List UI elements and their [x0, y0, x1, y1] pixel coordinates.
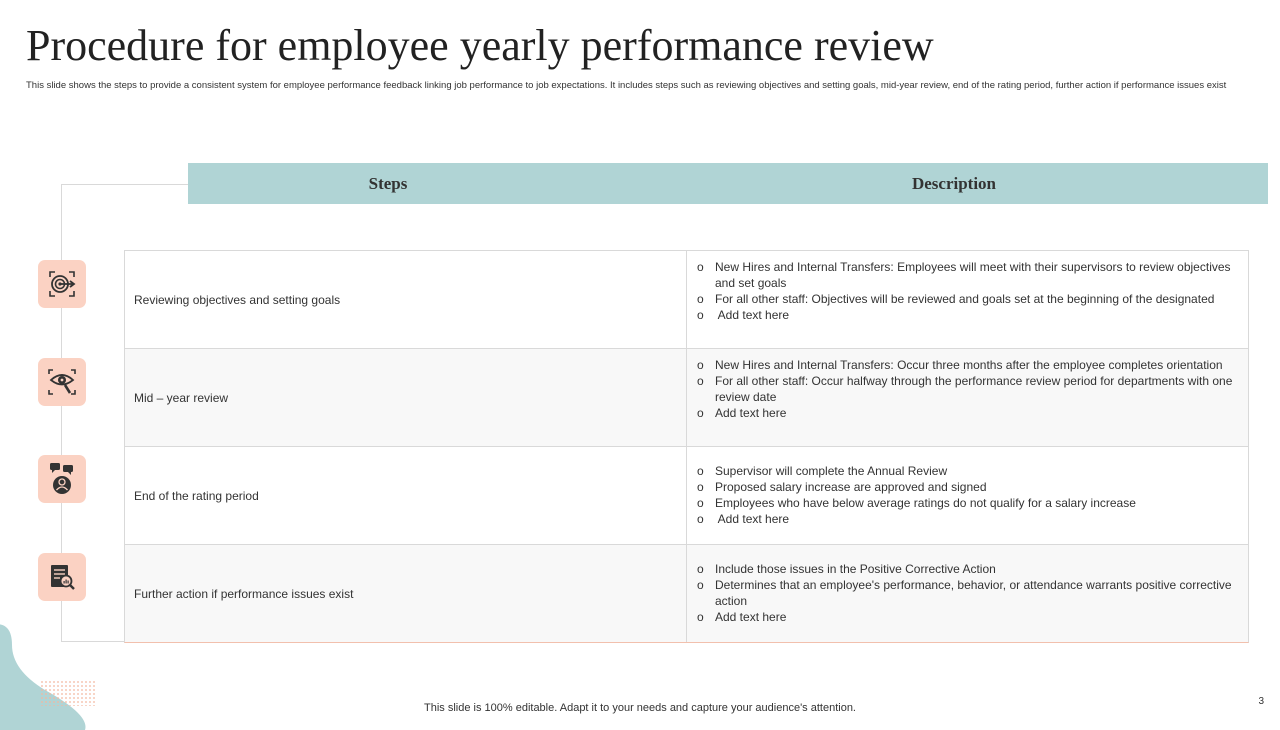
table-row: [124, 545, 1249, 643]
item-text: Proposed salary increase are approved and signed: [715, 480, 987, 494]
item-text: Add text here: [715, 610, 787, 624]
list-item: [697, 259, 1237, 291]
bullet: o: [697, 358, 704, 372]
bullet: o: [697, 292, 704, 306]
step-label: Reviewing objectives and setting goals: [134, 292, 341, 307]
column-divider: [686, 545, 687, 642]
bullet: o: [697, 578, 704, 592]
column-divider: [686, 349, 687, 446]
description-list: [697, 259, 1237, 323]
item-text: New Hires and Internal Transfers: Employees will meet with their supervisors to review objectives and set goals: [715, 260, 1231, 290]
table-row: [124, 447, 1249, 545]
bullet: o: [697, 406, 704, 420]
description-list: [697, 463, 1237, 527]
description-list: [697, 561, 1237, 625]
bullet: o: [697, 374, 704, 388]
item-text: Determines that an employee's performance, behavior, or attendance warrants positive corrective action: [715, 578, 1232, 608]
column-divider: [686, 447, 687, 544]
description-list: [697, 357, 1237, 421]
bullet: o: [697, 496, 704, 510]
page-number: 3: [1258, 696, 1264, 707]
list-item: [697, 463, 1237, 479]
table-row: [124, 251, 1249, 349]
header-steps: Steps: [368, 174, 408, 193]
list-item: [697, 373, 1237, 405]
slide-subtitle: This slide shows the steps to provide a consistent system for employee performance feedback linking job performance to job expectations. It includes steps such as reviewing objectives and setting goals, mid-year review, end of the rating period, further action if performance issues exist: [26, 80, 1227, 91]
list-item: [697, 511, 1237, 527]
step-label: Mid – year review: [134, 390, 229, 405]
item-text: Employees who have below average ratings do not qualify for a salary increase: [715, 496, 1136, 510]
header-description: Description: [911, 174, 997, 193]
item-text: For all other staff: Objectives will be reviewed and goals set at the beginning of the designated: [715, 292, 1215, 306]
list-item: [697, 561, 1237, 577]
list-item: [697, 577, 1237, 609]
list-item: [697, 495, 1237, 511]
eye-magnifier-icon: [38, 358, 86, 406]
list-item: [697, 291, 1237, 307]
bullet: o: [697, 308, 704, 322]
table-row: [124, 349, 1249, 447]
item-text: Add text here: [715, 512, 790, 526]
column-divider: [686, 251, 687, 348]
employee-feedback-icon: [38, 455, 86, 503]
bullet: o: [697, 610, 704, 624]
list-item: [697, 609, 1237, 625]
bullet: o: [697, 260, 704, 274]
item-text: For all other staff: Occur halfway through the performance review period for departments with one review date: [715, 374, 1233, 404]
item-text: Add text here: [715, 406, 787, 420]
list-item: [697, 307, 1237, 323]
list-item: [697, 479, 1237, 495]
target-icon: [38, 260, 86, 308]
bullet: o: [697, 464, 704, 478]
frame-line-top: [61, 184, 188, 185]
list-item: [697, 357, 1237, 373]
step-label: End of the rating period: [134, 488, 259, 503]
item-text: Include those issues in the Positive Corrective Action: [715, 562, 996, 576]
item-text: Supervisor will complete the Annual Review: [715, 464, 948, 478]
step-label: Further action if performance issues exist: [134, 586, 354, 601]
bullet: o: [697, 562, 704, 576]
procedure-table: [124, 250, 1249, 643]
list-item: [697, 405, 1237, 421]
bullet: o: [697, 512, 704, 526]
item-text: New Hires and Internal Transfers: Occur three months after the employee completes orientation: [715, 358, 1223, 372]
bullet: o: [697, 480, 704, 494]
report-analysis-icon: [38, 553, 86, 601]
footer-note: This slide is 100% editable. Adapt it to your needs and capture your audience's attention.: [424, 702, 856, 714]
slide-title: Procedure for employee yearly performance review: [26, 21, 934, 70]
item-text: Add text here: [715, 308, 790, 322]
table-header-bar: [188, 163, 1268, 204]
